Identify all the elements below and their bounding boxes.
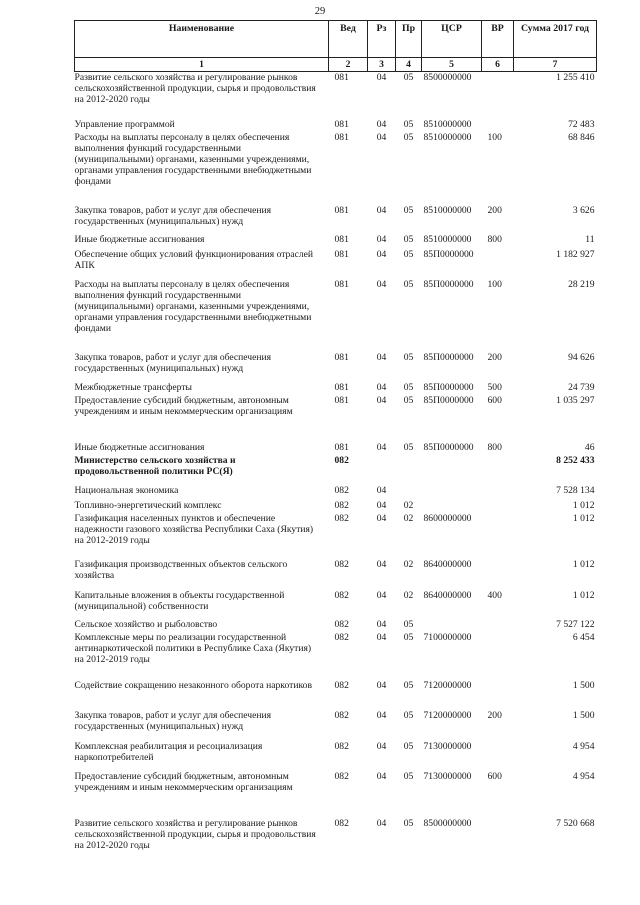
cell-sum: 28 219	[568, 278, 595, 290]
cell-name: Содействие сокращению незаконного оборота наркотиков	[74, 679, 312, 691]
cell-csr	[422, 485, 482, 500]
cell-name: Комплексная реабилитация и ресоциализация наркопотребителей	[74, 740, 263, 763]
cell-name: Закупка товаров, работ и услуг для обеспечения государственных (муниципальных) нужд	[74, 709, 272, 732]
cell-csr: 85П0000000	[423, 441, 474, 453]
cell-ved: 082	[334, 631, 349, 643]
cell-vr	[482, 818, 514, 859]
cell-pr: 02	[403, 589, 414, 601]
cell-sum: 1 500	[572, 709, 595, 721]
header-name: Наименование	[75, 21, 329, 58]
cell-rz	[368, 455, 396, 485]
cell-vr: 600	[487, 394, 502, 406]
column-number: 4	[396, 58, 422, 72]
cell-sum: 3 626	[572, 204, 595, 216]
cell-sum: 6 454	[572, 631, 595, 643]
cell-vr	[482, 741, 514, 771]
table-row	[75, 395, 597, 442]
cell-pr: 05	[403, 394, 414, 406]
budget-table	[74, 20, 597, 859]
cell-rz: 04	[376, 72, 387, 83]
cell-csr: 7130000000	[423, 770, 472, 782]
cell-ved: 082	[334, 679, 349, 691]
cell-csr: 8640000000	[423, 589, 472, 601]
cell-ved: 081	[334, 441, 349, 453]
cell-csr: 85П0000000	[423, 394, 474, 406]
cell-name: Капитальные вложения в объекты государственной (муниципальной) собственности	[74, 589, 285, 612]
cell-pr: 05	[403, 204, 414, 216]
cell-csr: 8640000000	[423, 558, 472, 570]
cell-name: Министерство сельского хозяйства и продовольственной политики РС(Я)	[74, 454, 236, 477]
cell-sum: 72 483	[568, 118, 595, 130]
cell-vr	[482, 500, 514, 513]
cell-ved: 081	[334, 233, 349, 245]
cell-rz: 04	[376, 512, 387, 524]
cell-pr: 05	[403, 248, 414, 260]
cell-rz: 04	[376, 631, 387, 643]
cell-ved: 081	[334, 394, 349, 406]
cell-ved: 082	[334, 558, 349, 570]
cell-rz: 04	[376, 709, 387, 721]
header-row	[75, 21, 597, 58]
table-row	[75, 234, 597, 249]
header-ved: Вед	[329, 21, 368, 58]
cell-pr: 05	[403, 278, 414, 290]
cell-vr: 800	[487, 233, 502, 245]
cell-vr: 200	[487, 351, 502, 363]
cell-pr: 05	[403, 770, 414, 782]
cell-sum: 1 255 410	[556, 72, 595, 83]
cell-vr	[482, 680, 514, 710]
cell-sum: 1 500	[572, 679, 595, 691]
cell-name: Предоставление субсидий бюджетным, автономным учреждениям и иным некоммерческим организациям	[74, 770, 293, 793]
cell-vr: 600	[487, 770, 502, 782]
cell-pr	[396, 455, 422, 485]
cell-csr: 7100000000	[423, 631, 472, 643]
cell-name: Закупка товаров, работ и услуг для обеспечения государственных (муниципальных) нужд	[74, 351, 272, 374]
cell-ved: 081	[334, 72, 349, 83]
cell-csr: 8500000000	[423, 72, 472, 83]
cell-name: Обеспечение общих условий функционирования отраслей АПК	[74, 248, 314, 271]
column-number-row	[75, 58, 597, 72]
header-csr: ЦСР	[422, 21, 482, 58]
cell-rz: 04	[376, 679, 387, 691]
cell-vr	[482, 119, 514, 132]
cell-name: Межбюджетные трансферты	[74, 381, 192, 393]
cell-rz: 04	[376, 558, 387, 570]
cell-rz: 04	[376, 499, 387, 511]
header-sum: Сумма 2017 год	[514, 21, 597, 58]
cell-ved: 081	[334, 381, 349, 393]
cell-vr	[482, 632, 514, 680]
cell-rz: 04	[376, 131, 387, 143]
cell-rz: 04	[376, 740, 387, 752]
cell-pr: 05	[403, 381, 414, 393]
cell-rz: 04	[376, 204, 387, 216]
cell-sum: 46	[584, 441, 595, 453]
table-row	[75, 442, 597, 455]
table-row	[75, 119, 597, 132]
cell-pr: 02	[403, 558, 414, 570]
cell-rz: 04	[376, 351, 387, 363]
cell-sum: 1 012	[572, 558, 595, 570]
cell-ved: 081	[334, 131, 349, 143]
cell-sum: 1 012	[572, 512, 595, 524]
column-number: 6	[482, 58, 514, 72]
column-number: 2	[329, 58, 368, 72]
cell-name: Национальная экономика	[74, 484, 179, 496]
cell-pr: 05	[403, 441, 414, 453]
cell-vr: 800	[487, 441, 502, 453]
cell-ved: 082	[334, 709, 349, 721]
cell-sum: 1 012	[572, 499, 595, 511]
table-row	[75, 619, 597, 632]
cell-csr: 8600000000	[423, 512, 472, 524]
table-row	[75, 132, 597, 205]
cell-sum: 94 626	[568, 351, 595, 363]
cell-name: Развитие сельского хозяйства и регулирование рынков сельскохозяйственной продукции, сырья и продовольствия на 2012-2020 годы	[74, 72, 316, 106]
table-body	[75, 72, 597, 859]
cell-name: Расходы на выплаты персоналу в целях обеспечения выполнения функций государственными (муниципальными) органами, казенными учреждениями, органами управления государственными внебюджетными фондами	[74, 278, 312, 335]
cell-csr: 7120000000	[423, 709, 472, 721]
table-row	[75, 249, 597, 279]
cell-ved: 081	[334, 351, 349, 363]
cell-ved: 081	[334, 118, 349, 130]
cell-vr: 400	[487, 589, 502, 601]
cell-ved: 082	[334, 618, 349, 630]
cell-pr: 05	[403, 631, 414, 643]
cell-pr: 05	[403, 740, 414, 752]
cell-pr: 05	[403, 118, 414, 130]
cell-pr: 05	[403, 709, 414, 721]
cell-vr	[482, 455, 514, 485]
cell-sum: 8 252 433	[556, 454, 595, 466]
cell-rz: 04	[376, 441, 387, 453]
cell-pr: 05	[403, 618, 414, 630]
cell-name: Управление программой	[74, 118, 175, 130]
cell-ved: 082	[334, 484, 349, 496]
cell-rz: 04	[376, 278, 387, 290]
cell-csr: 7130000000	[423, 740, 472, 752]
cell-ved: 082	[334, 770, 349, 782]
table-row	[75, 680, 597, 710]
cell-name: Комплексные меры по реализации государственной антинаркотической политики в Республике Саха (Якутия) на 2012-2019 годы	[74, 631, 312, 665]
table-row	[75, 590, 597, 619]
cell-pr: 05	[403, 233, 414, 245]
cell-csr: 7120000000	[423, 679, 472, 691]
cell-csr	[422, 455, 482, 485]
cell-rz: 04	[376, 817, 387, 829]
cell-ved: 082	[334, 589, 349, 601]
cell-sum: 1 182 927	[556, 248, 595, 260]
cell-name: Расходы на выплаты персоналу в целях обеспечения выполнения функций государственными (муниципальными) органами, казенными учреждениями, органами управления государственными внебюджетными фондами	[74, 131, 312, 188]
cell-csr: 8510000000	[423, 131, 472, 143]
cell-rz: 04	[376, 589, 387, 601]
cell-ved: 082	[334, 499, 349, 511]
cell-vr	[482, 513, 514, 559]
cell-sum: 11	[585, 233, 595, 245]
cell-pr: 02	[403, 499, 414, 511]
table-row	[75, 485, 597, 500]
table-row	[75, 205, 597, 234]
header-pr: Пр	[396, 21, 422, 58]
cell-sum: 1 035 297	[556, 394, 595, 406]
cell-pr: 05	[403, 817, 414, 829]
cell-csr	[422, 500, 482, 513]
cell-sum: 7 527 122	[556, 618, 595, 630]
cell-rz: 04	[376, 618, 387, 630]
column-number: 5	[422, 58, 482, 72]
table-row	[75, 513, 597, 559]
table-row	[75, 279, 597, 352]
cell-ved: 081	[334, 278, 349, 290]
cell-csr: 85П0000000	[423, 351, 474, 363]
column-number: 7	[514, 58, 597, 72]
cell-ved: 082	[334, 740, 349, 752]
cell-sum: 4 954	[572, 770, 595, 782]
cell-csr	[422, 619, 482, 632]
cell-csr: 85П0000000	[423, 278, 474, 290]
cell-sum: 68 846	[568, 131, 595, 143]
cell-ved: 082	[334, 512, 349, 524]
table-row	[75, 559, 597, 590]
table-row	[75, 72, 597, 119]
cell-pr	[396, 485, 422, 500]
cell-ved: 081	[334, 204, 349, 216]
cell-csr: 8510000000	[423, 204, 472, 216]
cell-vr: 500	[487, 381, 502, 393]
cell-rz: 04	[376, 770, 387, 782]
cell-vr: 200	[487, 709, 502, 721]
cell-ved: 082	[334, 817, 349, 829]
cell-vr	[482, 72, 514, 119]
cell-ved: 082	[334, 454, 349, 466]
cell-name: Газификация населенных пунктов и обеспечение надежности газового хозяйства Республики Саха (Якутия) на 2012-2019 годы	[74, 512, 314, 546]
cell-rz: 04	[376, 484, 387, 496]
cell-ved: 081	[334, 248, 349, 260]
table-row	[75, 455, 597, 485]
column-number: 3	[368, 58, 396, 72]
table-row	[75, 771, 597, 818]
table-row	[75, 500, 597, 513]
cell-rz: 04	[376, 394, 387, 406]
table-row	[75, 818, 597, 859]
cell-name: Иные бюджетные ассигнования	[74, 441, 205, 453]
cell-name: Предоставление субсидий бюджетным, автономным учреждениям и иным некоммерческим организациям	[74, 394, 293, 417]
cell-pr: 05	[403, 351, 414, 363]
column-number: 1	[75, 58, 329, 72]
cell-pr: 05	[403, 131, 414, 143]
cell-csr: 85П0000000	[423, 381, 474, 393]
table-row	[75, 632, 597, 680]
cell-vr: 100	[487, 131, 502, 143]
cell-vr: 100	[487, 278, 502, 290]
cell-rz: 04	[376, 248, 387, 260]
cell-pr: 05	[403, 72, 414, 83]
cell-csr: 8500000000	[423, 817, 472, 829]
cell-name: Топливно-энергетический комплекс	[74, 499, 222, 511]
cell-csr: 8510000000	[423, 233, 472, 245]
cell-sum: 24 739	[568, 381, 595, 393]
cell-rz: 04	[376, 381, 387, 393]
cell-name: Сельское хозяйство и рыболовство	[74, 618, 218, 630]
cell-csr: 8510000000	[423, 118, 472, 130]
cell-vr	[482, 559, 514, 590]
table-row	[75, 741, 597, 771]
cell-vr	[482, 485, 514, 500]
cell-vr: 200	[487, 204, 502, 216]
cell-sum: 7 520 668	[556, 817, 595, 829]
cell-rz: 04	[376, 233, 387, 245]
cell-name: Закупка товаров, работ и услуг для обеспечения государственных (муниципальных) нужд	[74, 204, 272, 227]
cell-sum: 4 954	[572, 740, 595, 752]
cell-name: Иные бюджетные ассигнования	[74, 233, 205, 245]
cell-vr	[482, 619, 514, 632]
cell-rz: 04	[376, 118, 387, 130]
cell-name: Газификация производственных объектов сельского хозяйства	[74, 558, 288, 581]
header-vr: ВР	[482, 21, 514, 58]
cell-pr: 05	[403, 679, 414, 691]
header-rz: Рз	[368, 21, 396, 58]
table-row	[75, 710, 597, 741]
table-row	[75, 382, 597, 395]
cell-pr: 02	[403, 512, 414, 524]
table-row	[75, 352, 597, 382]
cell-csr: 85П0000000	[423, 248, 474, 260]
cell-sum: 1 012	[572, 589, 595, 601]
cell-vr	[482, 249, 514, 279]
cell-sum: 7 528 134	[556, 484, 595, 496]
page-number: 29	[314, 6, 326, 17]
cell-name: Развитие сельского хозяйства и регулирование рынков сельскохозяйственной продукции, сырья и продовольствия на 2012-2020 годы	[74, 817, 316, 851]
